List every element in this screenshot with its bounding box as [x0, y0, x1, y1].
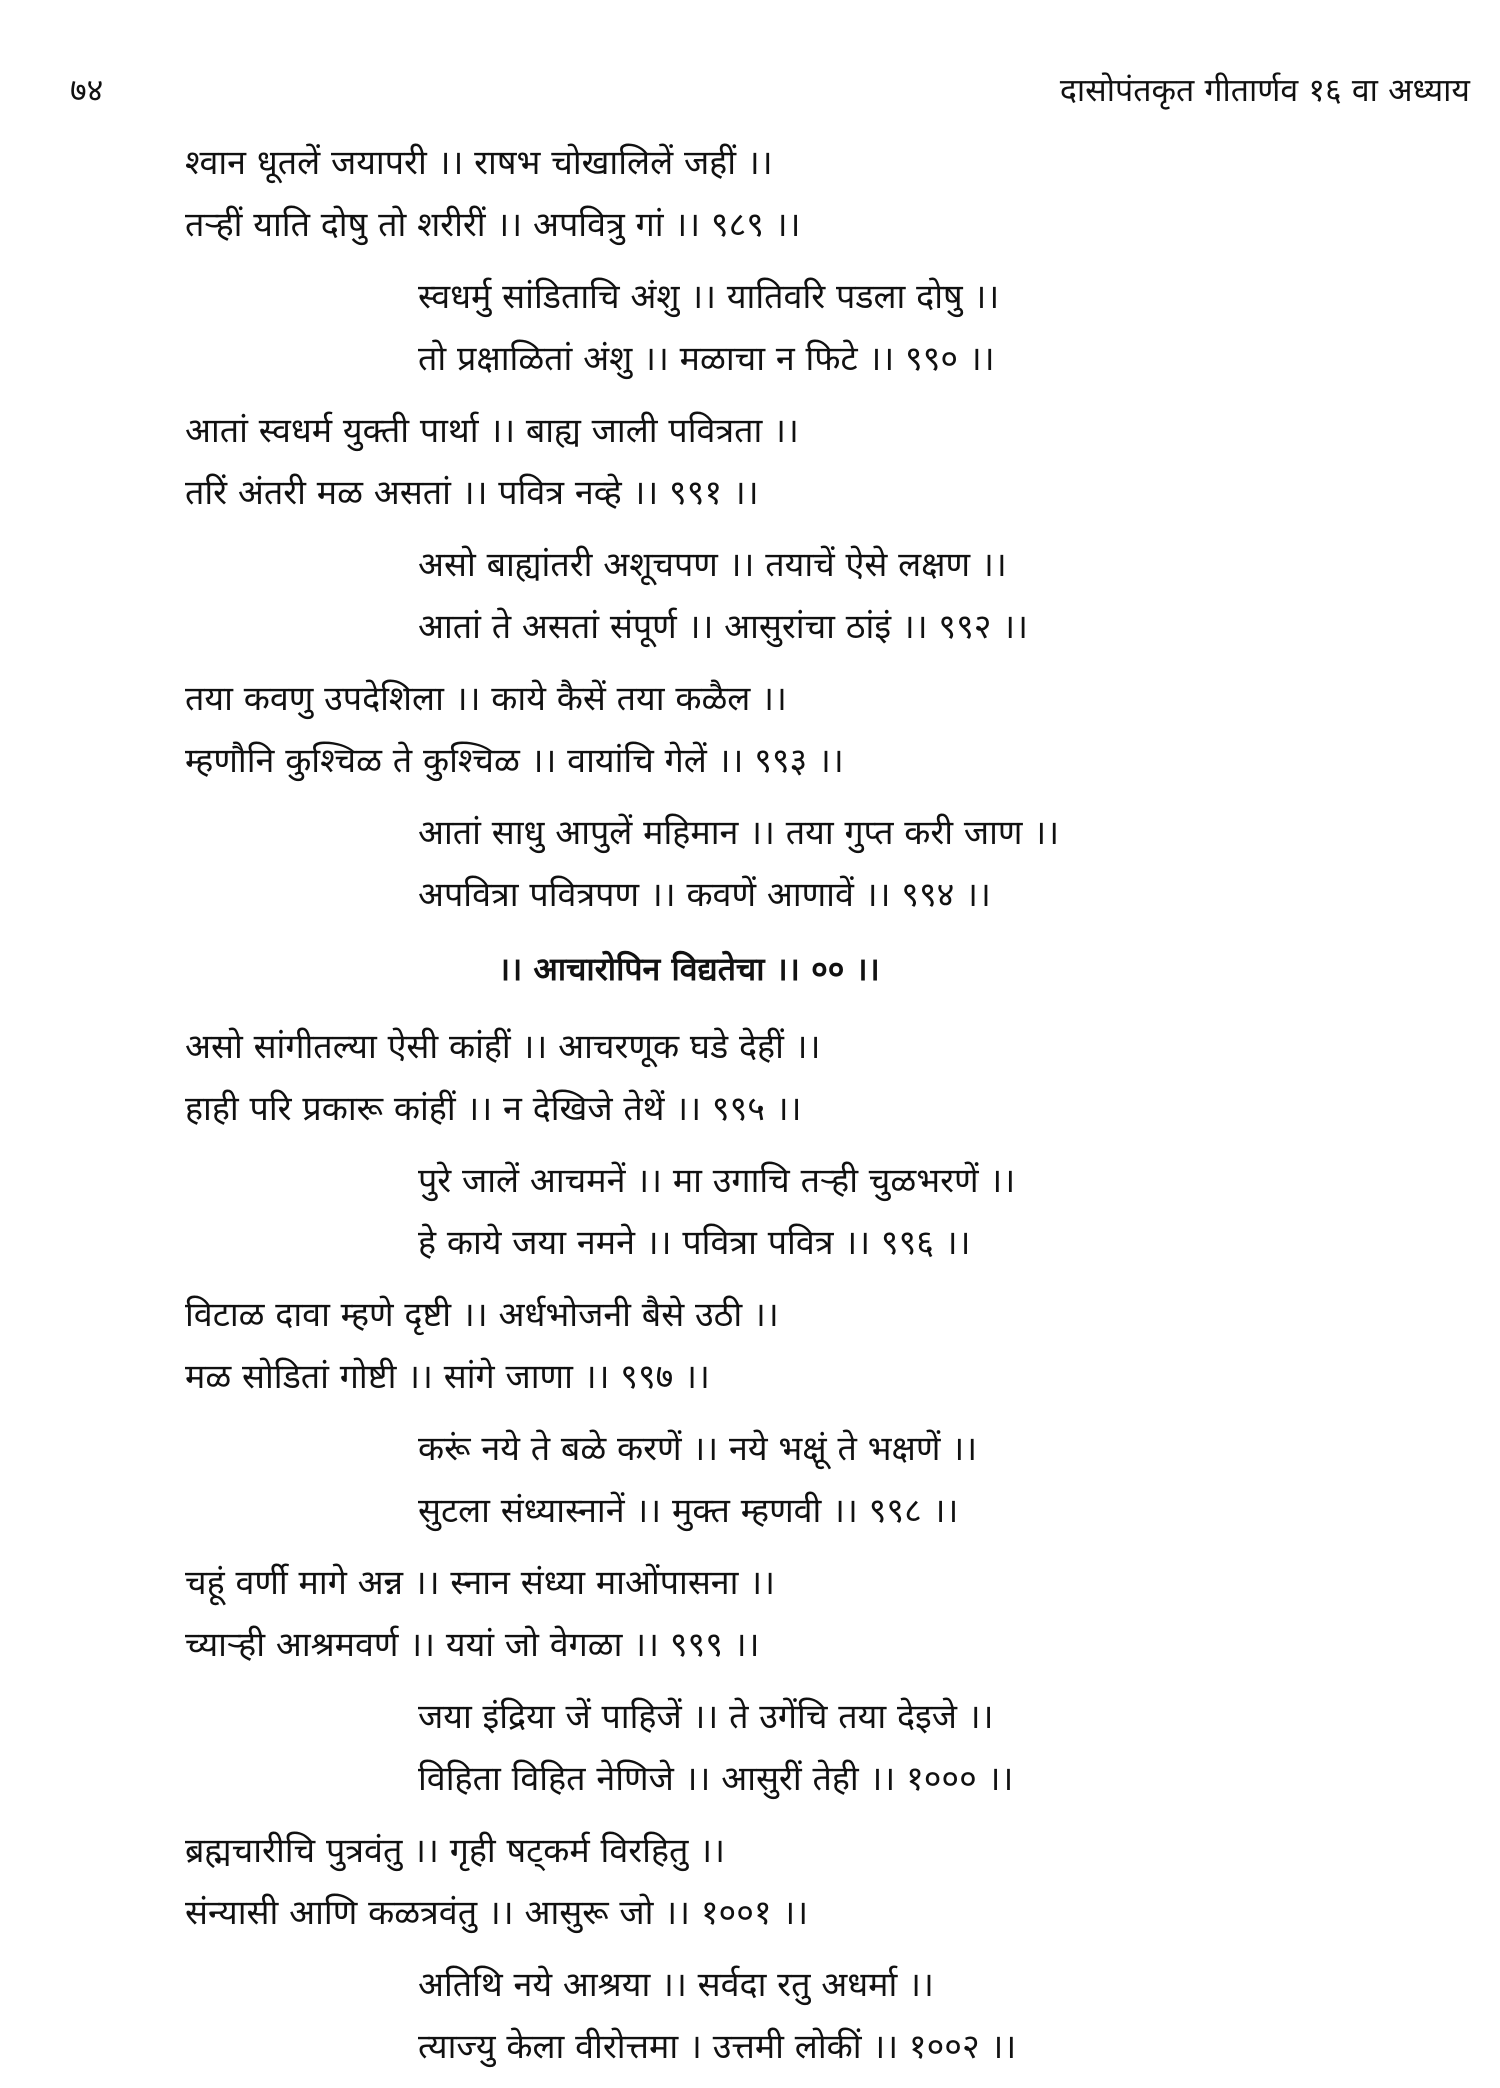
verse-line: करूं नये ते बळे करणें ।। नये भक्षूं ते भक्षणें ।। [418, 1429, 978, 1469]
verse-line: विहिता विहित नेणिजे ।। आसुरीं तेही ।। १००० ।। [418, 1759, 1014, 1799]
verse-stanza [0, 1418, 1500, 1542]
verse-line: मळ सोडितां गोष्टी ।। सांगे जाणा ।। ९९७ ।। [185, 1357, 710, 1397]
verse-stanza [0, 132, 1500, 256]
verse-line: आतां स्वधर्म युक्ती पार्था ।। बाह्य जाली पवित्रता ।। [185, 411, 799, 451]
verse-stanza [0, 1284, 1500, 1408]
page-number: ७४ [70, 71, 104, 109]
verse-line: तऱ्हीं याति दोषु तो शरीरीं ।। अपवित्रु गां ।। ९८९ ।। [185, 205, 801, 245]
verse-line: तया कवणु उपदेशिला ।। काये कैसें तया कळैल ।। [185, 679, 787, 719]
verse-line: तरिं अंतरी मळ असतां ।। पवित्र नव्हे ।। ९९१ ।। [185, 473, 759, 513]
verse-line: हाही परि प्रकारू कांहीं ।। न देखिजे तेथें ।। ९९५ ।। [185, 1089, 802, 1129]
verse-line: अपवित्रा पवित्रपण ।। कवणें आणावें ।। ९९४ ।। [418, 875, 991, 915]
verse-line: जया इंद्रिया जें पाहिजें ।। ते उगेंचि तया देइजे ।। [418, 1697, 994, 1737]
verse-line: अतिथि नये आश्रया ।। सर्वदा रतु अधर्मा ।। [418, 1965, 934, 2005]
verse-line: आतां ते असतां संपूर्ण ।। आसुरांचा ठांइं ।। ९९२ ।। [418, 607, 1029, 647]
verse-line: च्याऱ्ही आश्रमवर्ण ।। ययां जो वेगळा ।। ९९९ ।। [185, 1625, 760, 1665]
verse-line: श्वान धूतलें जयापरी ।। राषभ चोखालिलें जहीं ।। [185, 143, 773, 183]
verse-line: संन्यासी आणि कळत्रवंतु ।। आसुरू जो ।। १००१ ।। [185, 1893, 809, 1933]
section-heading: ।। आचारोपिन विद्यतेचा ।। ०० ।। [498, 950, 880, 988]
verse-stanza [0, 1820, 1500, 1944]
verse-stanza [0, 1954, 1500, 2078]
verse-stanza [0, 1150, 1500, 1274]
verse-stanza [0, 1552, 1500, 1676]
page-header [0, 68, 1500, 118]
verse-stanza [0, 1016, 1500, 1140]
verse-line: आतां साधु आपुलें महिमान ।। तया गुप्त करी जाण ।। [418, 813, 1060, 853]
verse-stanza [0, 266, 1500, 390]
verse-line: तो प्रक्षाळितां अंशु ।। मळाचा न फिटे ।। ९९० ।। [418, 339, 995, 379]
verse-line: असो सांगीतल्या ऐसी कांहीं ।। आचरणूक घडे देहीं ।। [185, 1027, 821, 1067]
verse-line: स्वधर्मु सांडिताचि अंशु ।। यातिवरि पडला दोषु ।। [418, 277, 1000, 317]
running-title: दासोपंतकृत गीतार्णव १६ वा अध्याय [1059, 71, 1470, 109]
verse-stanza [0, 400, 1500, 524]
verse-stanza [0, 802, 1500, 926]
verse-line: असो बाह्यांतरी अशूचपण ।। तयाचें ऐसे लक्षण ।। [418, 545, 1007, 585]
verse-body [0, 132, 1500, 2088]
verse-stanza [0, 668, 1500, 792]
verse-stanza [0, 534, 1500, 658]
verse-line: त्याज्यु केला वीरोत्तमा । उत्तमी लोकीं ।। १००२ ।। [418, 2027, 1017, 2067]
verse-line: सुटला संध्यास्नानें ।। मुक्त म्हणवी ।। ९९८ ।। [418, 1491, 959, 1531]
verse-line: पुरे जालें आचमनें ।। मा उगाचि तऱ्ही चुळभरणें ।। [418, 1161, 1016, 1201]
verse-line: हे काये जया नमने ।। पवित्रा पवित्र ।। ९९६ ।। [418, 1223, 971, 1263]
verse-line: म्हणौनि कुश्चिळ ते कुश्चिळ ।। वायांचि गेलें ।। ९९३ ।। [185, 741, 844, 781]
verse-line: ब्रह्मचारीचि पुत्रवंतु ।। गृही षट्कर्म विरहितु ।। [185, 1831, 725, 1871]
verse-stanza [0, 1686, 1500, 1810]
verse-line: चहूं वर्णी मागे अन्न ।। स्नान संध्या माओंपासना ।। [185, 1563, 776, 1603]
verse-line: विटाळ दावा म्हणे दृष्टी ।। अर्धभोजनी बैसे उठी ।। [185, 1295, 779, 1335]
